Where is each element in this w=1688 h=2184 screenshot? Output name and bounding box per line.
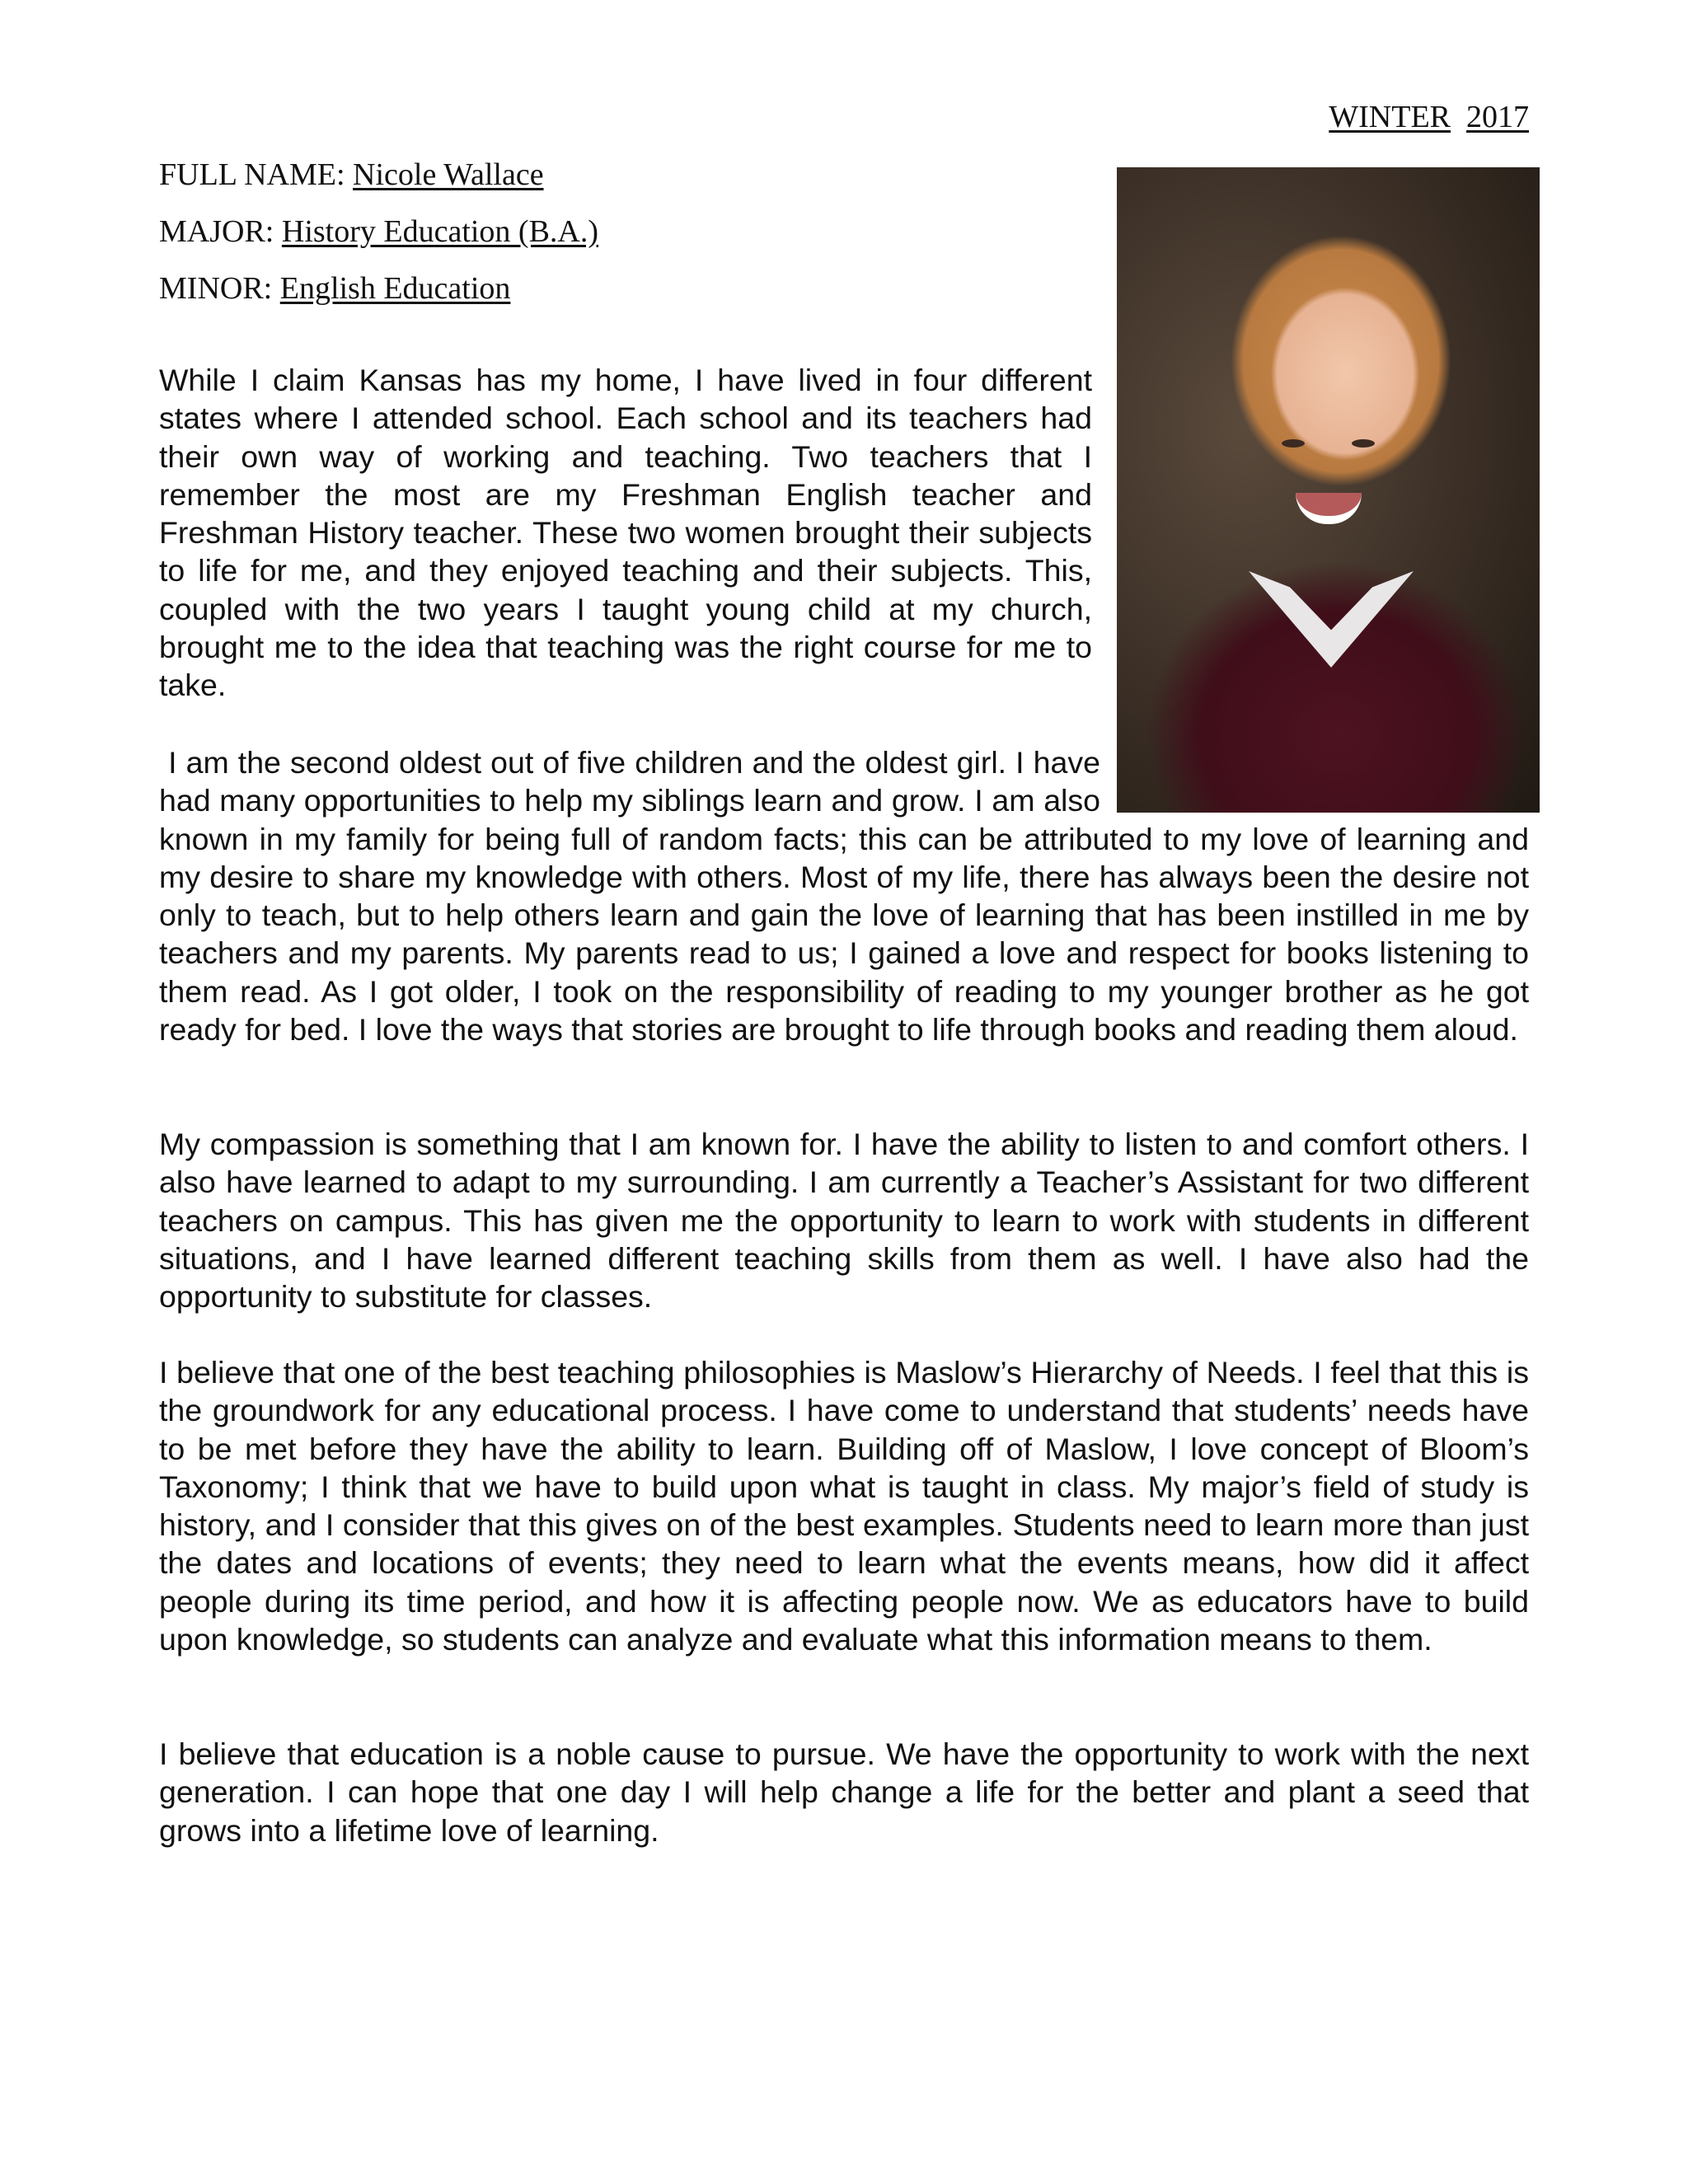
term-header: [1329, 99, 1529, 135]
minor-value: English Education: [279, 271, 511, 306]
paragraph-family-wrap: [159, 743, 1538, 1048]
paragraph-family: I am the second oldest out of five children and the oldest girl. I have had many opportunities to help my siblings learn and grow. I am also known in my family for being full of random facts; this can be attributed to my love of learning and my desire to share my knowledge with others. Most of my life, there has always been the desire not only to teach, but to help others learn and gain the love of learning that has been instilled in me by teachers and my parents. My parents read to us; I gained a love and respect for books listening to them read. As I got older, I took on the responsibility of reading to my younger brother as he got ready for bed. I love the ways that stories are brought to life through books and reading them aloud.: [159, 745, 1538, 1047]
photo-wrap-spacer: [1100, 743, 1529, 811]
portrait-photo: [1117, 167, 1540, 813]
portrait-collar: [1249, 571, 1414, 678]
paragraph-intro: While I claim Kansas has my home, I have lived in four different states where I attended school. Each school and its teachers had their own way of working and teaching. Two teachers that I remember the most are my Freshman English teacher and Freshman History teacher. These two women brought their subjects to life for me, and they enjoyed teaching and their subjects. This, coupled with the two years I taught young child at my church, brought me to the idea that teaching was the right course for me to take.: [159, 363, 1092, 703]
paragraph-conclusion: I believe that education is a noble cause to pursue. We have the opportunity to work with the next generation. I can hope that one day I will help change a life for the better and plant a seed that grows into a lifetime love of learning.: [159, 1736, 1529, 1848]
portrait-eye-right: [1352, 439, 1375, 448]
term-season: WINTER: [1329, 100, 1451, 134]
full-name-value: Nicole Wallace: [353, 157, 544, 192]
paragraph-philosophy: I believe that one of the best teaching philosophies is Maslow’s Hierarchy of Needs. I feel that this is the groundwork for any educational process. I have come to understand that students’ needs have to be met before they have the ability to learn. Building off of Maslow, I love concept of Bloom’s Taxonomy; I think that we have to build upon what is taught in class. My major’s field of study is history, and I consider that this gives on of the best examples. Students need to learn more than just the dates and locations of events; they need to learn what the events means, how did it affect people during its time period, and how it is affecting people now. We as educators have to build upon knowledge, so students can analyze and evaluate what this information means to them.: [159, 1355, 1529, 1657]
paragraph-compassion: My compassion is something that I am known for. I have the ability to listen to and comfort others. I also have learned to adapt to my surrounding. I am currently a Teacher’s Assistant for two different teachers on campus. This has given me the opportunity to learn to work with students in different situations, and I have learned different teaching skills from them as well. I have also had the opportunity to substitute for classes.: [159, 1127, 1529, 1315]
major-value: History Education (B.A.): [281, 214, 599, 249]
minor-field: [159, 270, 510, 307]
portrait-eye-left: [1282, 439, 1305, 448]
major-label: MAJOR:: [159, 214, 274, 249]
full-name-field: [159, 157, 544, 193]
major-field: [159, 213, 598, 250]
term-year: 2017: [1466, 100, 1529, 134]
minor-label: MINOR:: [159, 271, 273, 306]
portrait-smile: [1296, 493, 1362, 524]
full-name-label: FULL NAME:: [159, 157, 345, 192]
